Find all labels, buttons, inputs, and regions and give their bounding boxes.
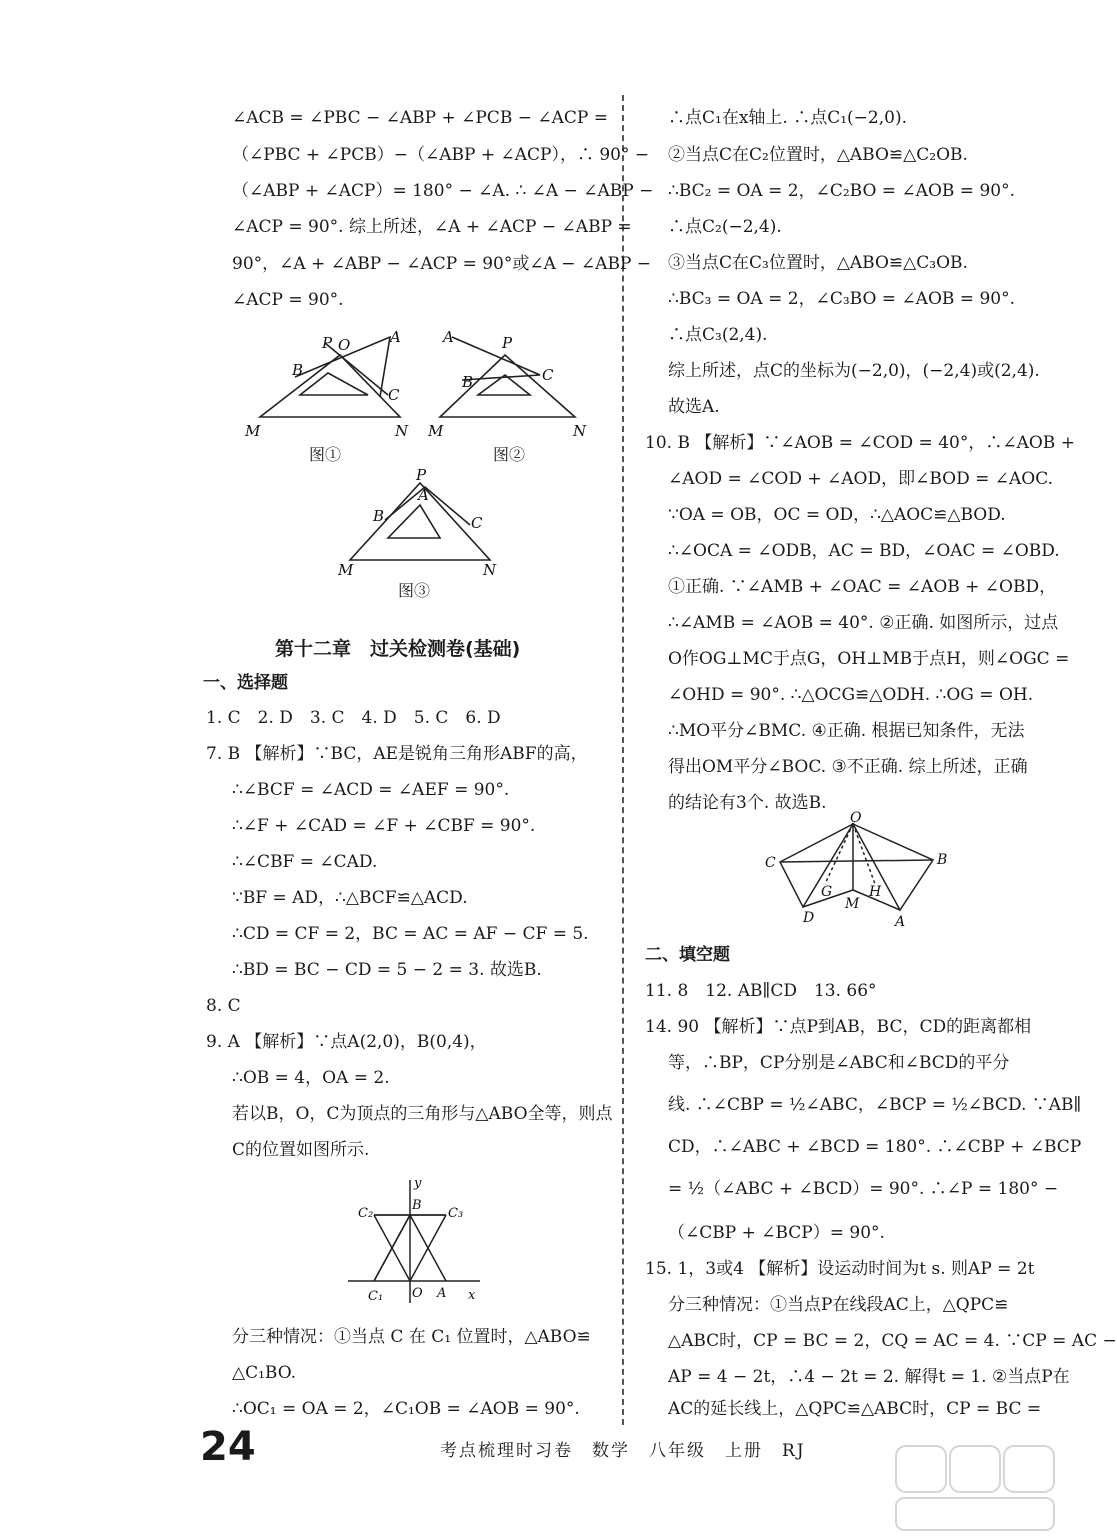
column-divider <box>622 95 624 1425</box>
svg-text:N: N <box>395 422 409 440</box>
text-line: ∠ACB = ∠PBC − ∠ABP + ∠PCB − ∠ACP = <box>232 108 608 128</box>
text-line: 9. A 【解析】∵点A(2,0)，B(0,4)， <box>206 1032 487 1052</box>
text-line: = ½（∠ABC + ∠BCD）= 90°. ∴∠P = 180° − <box>668 1179 1059 1199</box>
svg-text:B: B <box>412 1198 422 1213</box>
svg-text:A: A <box>390 328 401 346</box>
text-line: ∴∠AMB = ∠AOB = 40°. ②正确. 如图所示，过点 <box>668 613 1059 633</box>
text-line: ∠ACP = 90°. <box>232 290 344 310</box>
svg-text:C₂: C₂ <box>358 1206 374 1221</box>
text-line: C的位置如图所示. <box>232 1140 370 1160</box>
text-line: ∴点C₃(2,4). <box>668 325 768 345</box>
text-line: 得出OM平分∠BOC. ③不正确. 综上所述，正确 <box>668 757 1028 777</box>
text-line: ∴点C₁在x轴上. ∴点C₁(−2,0). <box>668 108 907 128</box>
svg-text:O: O <box>338 336 351 354</box>
svg-text:C: C <box>471 514 483 532</box>
text-line: 分三种情况：①当点 C 在 C₁ 位置时，△ABO≌ <box>232 1327 591 1347</box>
svg-text:H: H <box>869 884 882 900</box>
figure-caption-1: 图① <box>309 445 342 464</box>
svg-text:P: P <box>502 334 513 352</box>
text-line: ②当点C在C₂位置时，△ABO≌△C₂OB. <box>668 145 968 165</box>
text-line: ∴点C₂(−2,4). <box>668 217 782 237</box>
text-line: 分三种情况：①当点P在线段AC上，△QPC≌ <box>668 1295 1009 1315</box>
text-line: ∴∠F + ∠CAD = ∠F + ∠CBF = 90°. <box>232 816 536 836</box>
chapter-title: 第十二章 过关检测卷(基础) <box>275 638 521 660</box>
text-line: （∠PBC + ∠PCB）−（∠ABP + ∠ACP），∴ 90° − <box>232 145 650 165</box>
section-heading: 一、选择题 <box>203 673 288 693</box>
section-heading: 二、填空题 <box>645 945 730 965</box>
text-line: 7. B 【解析】∵BC，AE是锐角三角形ABF的高， <box>206 744 588 764</box>
text-line: △C₁BO. <box>232 1363 297 1383</box>
text-line: 线. ∴∠CBP = ½∠ABC，∠BCP = ½∠BCD. ∵AB∥ <box>668 1095 1082 1115</box>
svg-text:C: C <box>542 366 554 384</box>
svg-text:A: A <box>418 486 429 504</box>
text-line: ∴CD = CF = 2，BC = AC = AF − CF = 5. <box>232 924 589 944</box>
svg-text:x: x <box>468 1288 476 1303</box>
watermark-logo <box>892 1440 1060 1536</box>
svg-text:M: M <box>338 561 354 579</box>
footer-title: 考点梳理时习卷 数学 八年级 上册 RJ <box>440 1441 806 1461</box>
svg-text:A: A <box>895 914 906 930</box>
text-line: ∴OB = 4，OA = 2. <box>232 1068 390 1088</box>
svg-text:D: D <box>803 910 815 926</box>
text-line: ∴MO平分∠BMC. ④正确. 根据已知条件，无法 <box>668 721 1025 741</box>
text-line: ∴BC₃ = OA = 2，∠C₃BO = ∠AOB = 90°. <box>668 289 1015 309</box>
svg-text:B: B <box>937 852 948 868</box>
text-line: ①正确. ∵∠AMB + ∠OAC = ∠AOB + ∠OBD， <box>668 577 1057 597</box>
coordinate-figure <box>340 1175 490 1310</box>
text-line: O作OG⊥MC于点G，OH⊥MB于点H，则∠OGC = <box>668 649 1070 669</box>
svg-text:A: A <box>443 328 454 346</box>
text-line: 90°，∠A + ∠ABP − ∠ACP = 90°或∠A − ∠ABP − <box>232 254 652 274</box>
answer-line: 1. C 2. D 3. C 4. D 5. C 6. D <box>206 708 501 728</box>
text-line: 15. 1，3或4 【解析】设运动时间为t s. 则AP = 2t <box>645 1259 1035 1279</box>
svg-text:M: M <box>428 422 444 440</box>
text-line: ∴BD = BC − CD = 5 − 2 = 3. 故选B. <box>232 960 542 980</box>
text-line: AC的延长线上，△QPC≌△ABC时，CP = BC = <box>668 1399 1042 1419</box>
svg-text:B: B <box>462 373 474 391</box>
figure-caption-3: 图③ <box>398 581 431 600</box>
text-line: ∵OA = OB，OC = OD，∴△AOC≌△BOD. <box>668 505 1006 525</box>
text-line: 等，∴BP，CP分别是∠ABC和∠BCD的平分 <box>668 1053 1010 1073</box>
svg-text:G: G <box>821 884 833 900</box>
text-line: ∠AOD = ∠COD + ∠AOD，即∠BOD = ∠AOC. <box>668 469 1054 489</box>
svg-text:O: O <box>850 810 862 826</box>
svg-text:y: y <box>414 1176 422 1191</box>
svg-text:C: C <box>388 386 400 404</box>
text-line: ∴BC₂ = OA = 2，∠C₂BO = ∠AOB = 90°. <box>668 181 1015 201</box>
svg-text:B: B <box>292 361 304 379</box>
answer-line: 8. C <box>206 996 241 1016</box>
svg-text:N: N <box>573 422 587 440</box>
svg-text:M: M <box>245 422 261 440</box>
svg-text:P: P <box>322 334 333 352</box>
svg-text:M: M <box>845 896 860 912</box>
figure-caption-2: 图② <box>493 445 526 464</box>
text-line: （∠ABP + ∠ACP）= 180° − ∠A. ∴ ∠A − ∠ABP − <box>232 181 654 201</box>
triangle-figures <box>240 325 600 605</box>
text-line: （∠CBP + ∠BCP）= 90°. <box>668 1223 885 1243</box>
svg-text:C₃: C₃ <box>448 1206 464 1221</box>
text-line: 的结论有3个. 故选B. <box>668 793 827 813</box>
svg-text:P: P <box>416 466 427 484</box>
text-line: ∵BF = AD，∴△BCF≌△ACD. <box>232 888 468 908</box>
svg-text:C: C <box>765 855 776 871</box>
text-line: ∴OC₁ = OA = 2，∠C₁OB = ∠AOB = 90°. <box>232 1399 580 1419</box>
text-line: △ABC时，CP = BC = 2，CQ = AC = 4. ∵CP = AC − <box>668 1331 1117 1351</box>
text-line: ∴∠OCA = ∠ODB，AC = BD，∠OAC = ∠OBD. <box>668 541 1060 561</box>
svg-text:B: B <box>373 507 385 525</box>
text-line: AP = 4 − 2t，∴4 − 2t = 2. 解得t = 1. ②当点P在 <box>668 1367 1070 1387</box>
text-line: ∴∠CBF = ∠CAD. <box>232 852 378 872</box>
svg-text:A: A <box>437 1286 447 1301</box>
text-line: 故选A. <box>668 397 720 417</box>
svg-text:C₁: C₁ <box>368 1289 384 1304</box>
text-line: ∴∠BCF = ∠ACD = ∠AEF = 90°. <box>232 780 510 800</box>
page-number: 24 <box>200 1424 256 1470</box>
answer-line: 11. 8 12. AB∥CD 13. 66° <box>645 981 877 1001</box>
svg-text:N: N <box>483 561 497 579</box>
text-line: 若以B，O，C为顶点的三角形与△ABO全等，则点 <box>232 1104 613 1124</box>
text-line: CD，∴∠ABC + ∠BCD = 180°. ∴∠CBP + ∠BCP <box>668 1137 1082 1157</box>
kite-figure <box>755 812 970 930</box>
svg-text:O: O <box>412 1286 423 1301</box>
text-line: ∠ACP = 90°. 综上所述，∠A + ∠ACP − ∠ABP = <box>232 217 632 237</box>
text-line: 14. 90 【解析】∵点P到AB，BC，CD的距离都相 <box>645 1017 1032 1037</box>
text-line: ③当点C在C₃位置时，△ABO≌△C₃OB. <box>668 253 968 273</box>
text-line: ∠OHD = 90°. ∴△OCG≌△ODH. ∴OG = OH. <box>668 685 1034 705</box>
text-line: 综上所述，点C的坐标为(−2,0)，(−2,4)或(2,4). <box>668 361 1040 381</box>
text-line: 10. B 【解析】∵∠AOB = ∠COD = 40°，∴∠AOB + <box>645 433 1075 453</box>
